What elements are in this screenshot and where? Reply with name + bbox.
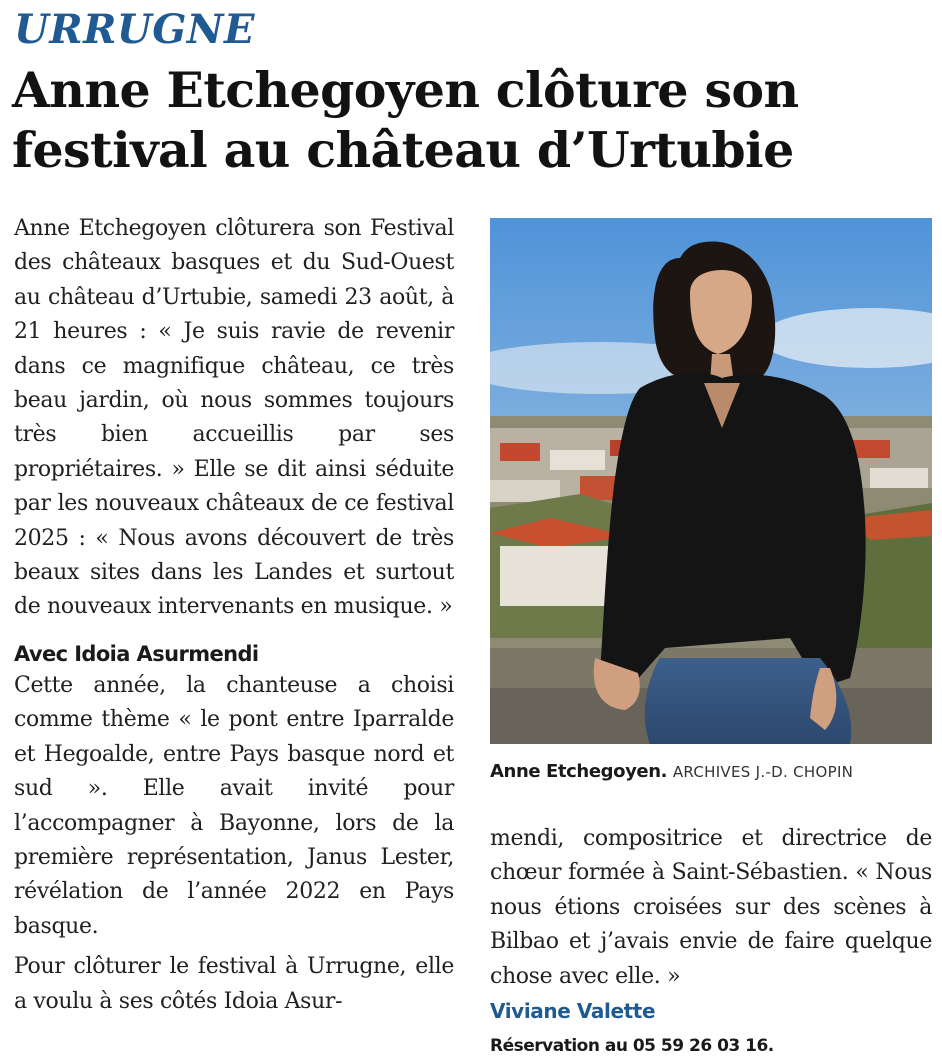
paragraph-intro: Anne Etchegoyen clôturera son Festival des châteaux basques et du Sud-Ouest au château d’Urtubie, samedi 23 août, à 21 heures : « Je suis ravie de revenir dans ce magnifique château, ce très beau jardin, où nous sommes toujours très bien accueillis par ses propriétaires. » Elle se dit ainsi séduite par les nouveaux châteaux de ce festival 2025 : « Nous avons découvert de très beaux sites dans les Landes et surtout de nouveaux intervenants en musique. » (14, 216, 454, 620)
left-column (14, 212, 454, 1019)
paragraph-theme: Cette année, la chanteuse a choisi comme thème « le pont entre Iparralde et Hegoalde, entre Pays basque nord et sud ». Elle avait invité pour l’accompagner à Bayonne, lors de la première représentation, Janus Lester, révélation de l’année 2022 en Pays basque. (14, 672, 454, 939)
section-kicker: URRUGNE (14, 6, 255, 53)
article-photo (490, 218, 932, 744)
right-column (490, 822, 932, 1060)
author-signature: Viviane Valette (490, 999, 656, 1024)
paragraph-closing: Pour clôturer le festival à Urrugne, elle a voulu à ses côtés Idoia Asur- (14, 954, 454, 1014)
booking-info: Réservation au 05 59 26 03 16. (490, 1036, 774, 1057)
caption-credit: ARCHIVES J.-D. CHOPIN (672, 763, 854, 781)
intertitle: Avec Idoia Asurmendi (14, 641, 259, 666)
paragraph-continuation: mendi, compositrice et directrice de chœur formée à Saint-Sébastien. « Nous nous étions croisées sur des scènes à Bilbao et j’avais envie de faire quelque chose avec elle. » (490, 826, 932, 989)
article-headline: Anne Etchegoyen clôture son festival au château d’Urtubie (12, 61, 799, 179)
photo-caption (490, 758, 853, 786)
caption-name: Anne Etchegoyen. (490, 761, 668, 782)
